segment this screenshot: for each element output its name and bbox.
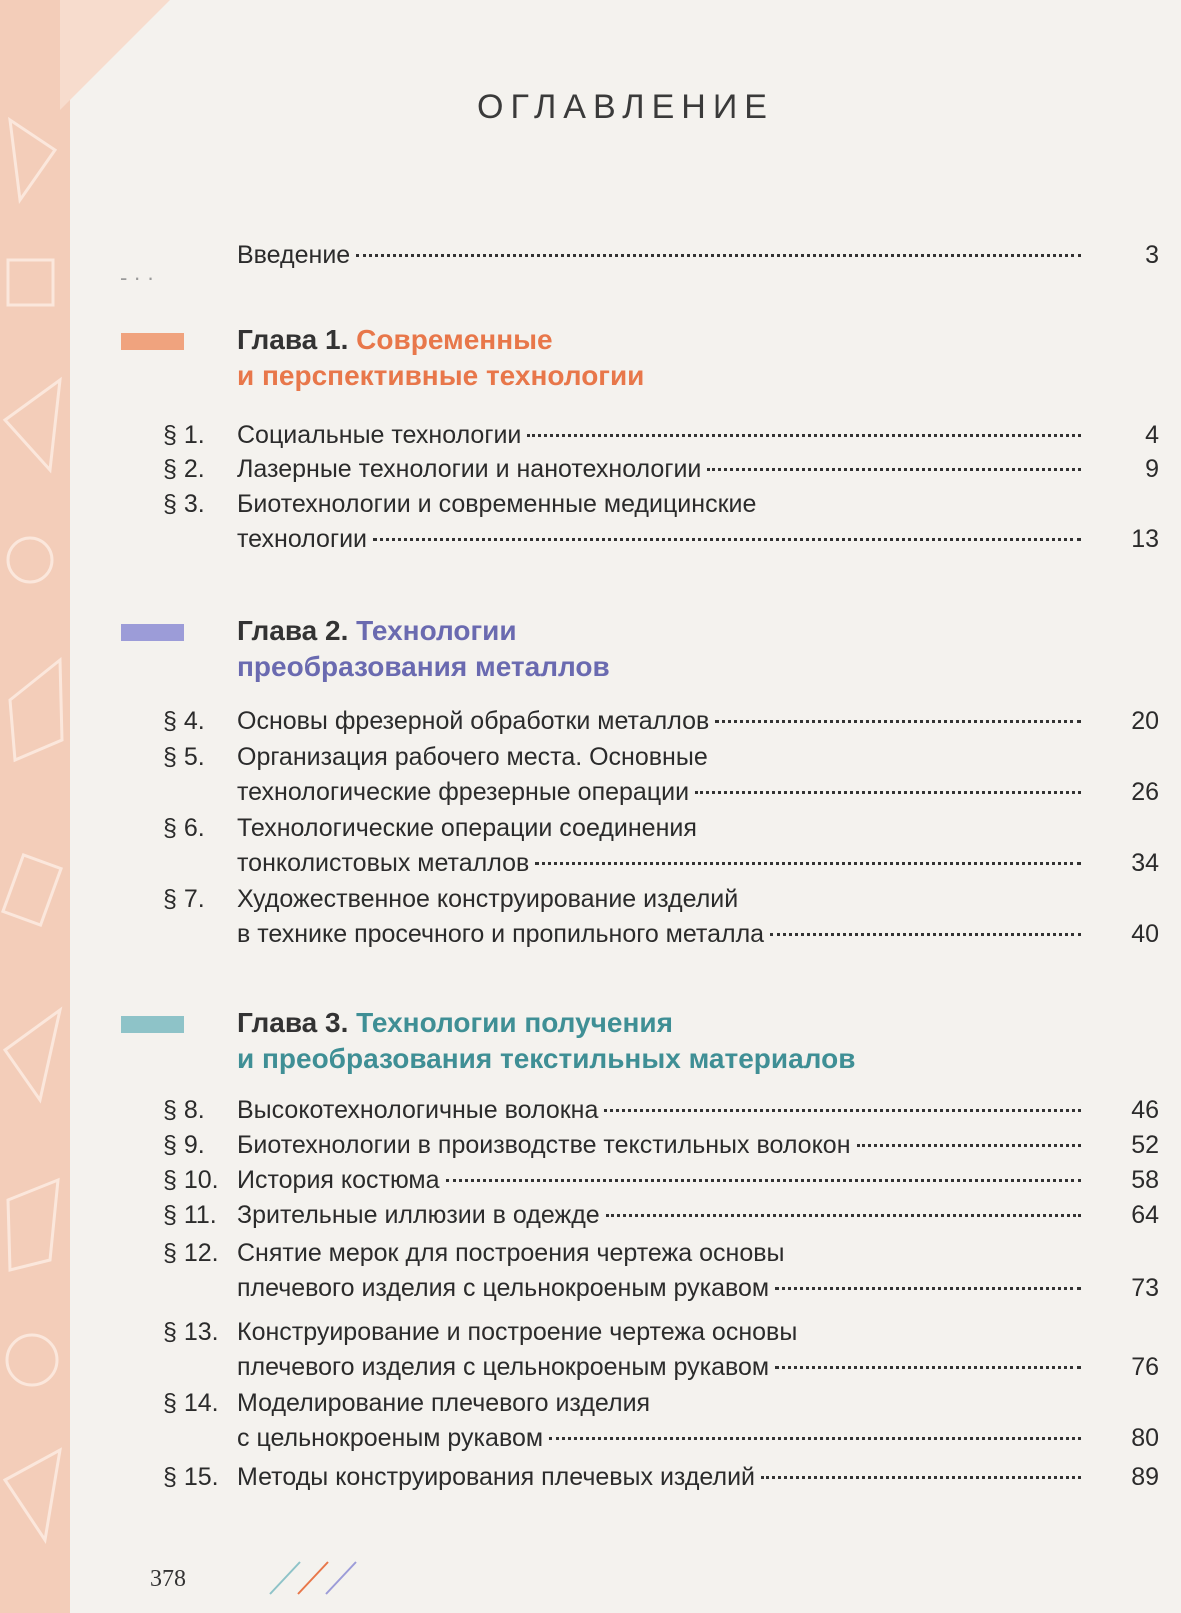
entry-page: 80 [1131,1424,1159,1452]
entry-page: 89 [1131,1463,1159,1491]
chapter-color-bar [121,624,184,641]
section-number: § 12. [163,1239,219,1267]
section-number: § 7. [163,885,205,913]
dot-leader [356,254,1081,257]
entry-page: 46 [1131,1096,1159,1124]
dot-leader [715,720,1081,723]
entry-text: технологические фрезерные операции [237,778,690,806]
chapter-title: Технологии получения [356,1007,673,1038]
section-number: § 5. [163,743,205,771]
chapter-title-line2: и преобразования текстильных материалов [237,1043,856,1074]
dot-leader [373,538,1081,541]
page-number: 378 [150,1566,186,1592]
entry-text: Организация рабочего места. Основные [237,743,708,771]
scribble-mark: - · · [120,265,155,290]
entry-page: 13 [1131,525,1159,553]
entry-text: Лазерные технологии и нанотехнологии [237,455,702,483]
dot-leader [857,1144,1081,1147]
entry-text: Высокотехнологичные волокна [237,1096,599,1124]
dot-leader [535,862,1081,865]
entry-text: Введение [237,241,351,269]
section-number: § 15. [163,1463,219,1491]
entry-text: Снятие мерок для построения чертежа основы [237,1239,785,1267]
dot-leader [707,468,1081,471]
entry-text: Биотехнологии и современные медицинские [237,490,757,518]
entry-text: Зрительные иллюзии в одежде [237,1201,600,1229]
page-title: ОГЛАВЛЕНИЕ [477,88,774,126]
section-number: § 13. [163,1318,219,1346]
entry-page: 58 [1131,1166,1159,1194]
chapter-title: Технологии [356,615,517,646]
entry-page: 26 [1131,778,1159,806]
chapter-color-bar [121,333,184,350]
section-number: § 2. [163,455,205,483]
entry-text: Моделирование плечевого изделия [237,1389,651,1417]
entry-text: с цельнокроеным рукавом [237,1424,544,1452]
decorative-margin [0,0,70,1613]
section-number: § 4. [163,707,205,735]
section-number: § 3. [163,490,205,518]
chapter-title: Современные [356,324,553,355]
entry-page: 64 [1131,1201,1159,1229]
entry-page: 73 [1131,1274,1159,1302]
entry-text: Методы конструирования плечевых изделий [237,1463,756,1491]
entry-text: История костюма [237,1166,440,1194]
chapter-label: Глава 1. [237,324,349,355]
geometric-pattern-icon [0,0,70,1613]
entry-text: Конструирование и построение чертежа основы [237,1318,798,1346]
entry-page: 40 [1131,920,1159,948]
entry-text: технологии [237,525,368,553]
section-number: § 6. [163,814,205,842]
dot-leader [606,1214,1081,1217]
dot-leader [446,1179,1081,1182]
entry-text: Социальные технологии [237,421,522,449]
entry-text: Технологические операции соединения [237,814,697,842]
section-number: § 10. [163,1166,219,1194]
dot-leader [770,933,1081,936]
entry-text: Биотехнологии в производстве текстильных волокон [237,1131,851,1159]
dot-leader [527,434,1081,437]
entry-text: Основы фрезерной обработки металлов [237,707,710,735]
slash-decoration-icon [260,1556,400,1596]
chapter-title-line2: и перспективные технологии [237,360,645,391]
entry-page: 34 [1131,849,1159,877]
section-number: § 8. [163,1096,205,1124]
dot-leader [775,1366,1081,1369]
entry-page: 3 [1145,241,1159,269]
entry-page: 52 [1131,1131,1159,1159]
entry-text: плечевого изделия с цельнокроеным рукавом [237,1353,770,1381]
dot-leader [604,1109,1081,1112]
chapter-label: Глава 3. [237,1007,349,1038]
entry-text: плечевого изделия с цельнокроеным рукавом [237,1274,770,1302]
entry-page: 20 [1131,707,1159,735]
entry-page: 9 [1145,455,1159,483]
chapter-color-bar [121,1016,184,1033]
entry-text: тонколистовых металлов [237,849,530,877]
section-number: § 1. [163,421,205,449]
dot-leader [761,1476,1081,1479]
section-number: § 11. [163,1201,217,1229]
dot-leader [695,791,1081,794]
chapter-title-line2: преобразования металлов [237,651,610,682]
entry-page: 76 [1131,1353,1159,1381]
chapter-label: Глава 2. [237,615,349,646]
section-number: § 14. [163,1389,219,1417]
dot-leader [549,1437,1081,1440]
section-number: § 9. [163,1131,205,1159]
entry-page: 4 [1145,421,1159,449]
entry-text: Художественное конструирование изделий [237,885,739,913]
dot-leader [775,1287,1081,1290]
entry-text: в технике просечного и пропильного металла [237,920,765,948]
